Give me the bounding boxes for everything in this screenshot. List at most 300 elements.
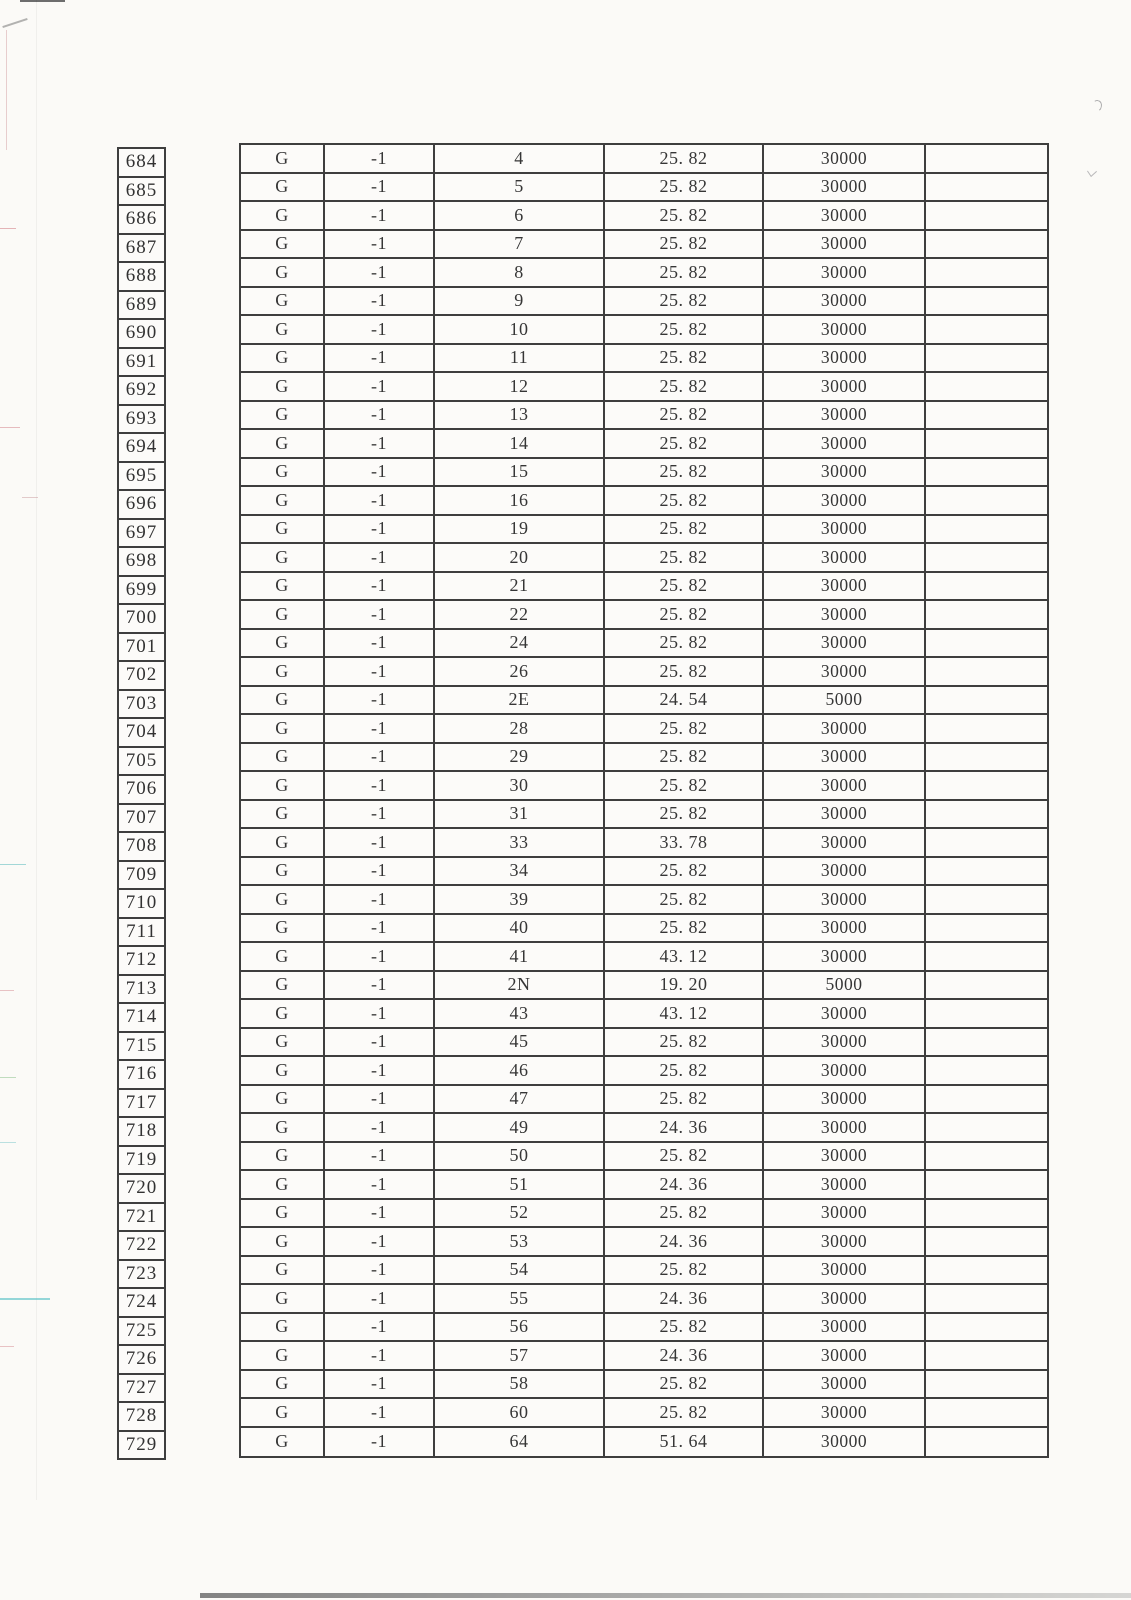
- table-cell: -1: [325, 829, 435, 856]
- data-table: [239, 143, 1049, 1458]
- table-cell: [926, 1371, 1047, 1398]
- table-cell: 40: [435, 915, 605, 942]
- table-cell: G: [241, 972, 325, 999]
- table-cell: 30000: [764, 174, 926, 201]
- row-number-cell: 689: [117, 290, 166, 321]
- table-cell: 25. 82: [605, 1057, 764, 1084]
- table-cell: 25. 82: [605, 658, 764, 685]
- row-number-cell: 712: [117, 945, 166, 976]
- table-cell: 43: [435, 1000, 605, 1027]
- table-cell: [926, 231, 1047, 258]
- table-cell: G: [241, 1114, 325, 1141]
- table-cell: 55: [435, 1285, 605, 1312]
- table-row: [241, 658, 1047, 687]
- table-cell: [926, 1029, 1047, 1056]
- table-cell: 30000: [764, 430, 926, 457]
- table-cell: [926, 1314, 1047, 1341]
- row-number-cell: 701: [117, 632, 166, 663]
- table-cell: 2E: [435, 687, 605, 714]
- table-row: [241, 430, 1047, 459]
- table-cell: [926, 744, 1047, 771]
- table-cell: 25. 82: [605, 487, 764, 514]
- table-cell: G: [241, 1371, 325, 1398]
- table-cell: 30000: [764, 1057, 926, 1084]
- table-cell: 64: [435, 1428, 605, 1457]
- table-cell: G: [241, 601, 325, 628]
- scan-artifact-pink4: [0, 990, 14, 991]
- table-cell: 30000: [764, 288, 926, 315]
- row-number-cell: 708: [117, 831, 166, 862]
- table-cell: [926, 345, 1047, 372]
- table-cell: 5: [435, 174, 605, 201]
- table-cell: [926, 1057, 1047, 1084]
- table-cell: -1: [325, 687, 435, 714]
- table-row: [241, 1399, 1047, 1428]
- table-cell: 47: [435, 1086, 605, 1113]
- table-cell: -1: [325, 174, 435, 201]
- table-cell: 56: [435, 1314, 605, 1341]
- table-cell: -1: [325, 259, 435, 286]
- table-cell: [926, 430, 1047, 457]
- table-cell: 14: [435, 430, 605, 457]
- table-cell: G: [241, 459, 325, 486]
- table-cell: G: [241, 801, 325, 828]
- scan-artifact-vline: [36, 0, 37, 1500]
- row-number-cell: 725: [117, 1316, 166, 1347]
- table-cell: [926, 373, 1047, 400]
- table-cell: 25. 82: [605, 145, 764, 172]
- row-number-cell: 692: [117, 375, 166, 406]
- table-cell: G: [241, 1428, 325, 1457]
- table-cell: -1: [325, 801, 435, 828]
- table-row: [241, 516, 1047, 545]
- table-row: [241, 1371, 1047, 1400]
- table-cell: 30000: [764, 316, 926, 343]
- row-number-cell: 685: [117, 176, 166, 207]
- table-cell: [926, 1428, 1047, 1457]
- row-number-cell: 697: [117, 518, 166, 549]
- table-row: [241, 345, 1047, 374]
- table-cell: [926, 174, 1047, 201]
- table-cell: -1: [325, 915, 435, 942]
- table-row: [241, 744, 1047, 773]
- row-number-cell: 700: [117, 603, 166, 634]
- table-cell: 25. 82: [605, 288, 764, 315]
- table-cell: [926, 943, 1047, 970]
- table-cell: 30000: [764, 1171, 926, 1198]
- table-cell: [926, 630, 1047, 657]
- table-cell: 30000: [764, 1371, 926, 1398]
- table-row: [241, 231, 1047, 260]
- table-cell: 13: [435, 402, 605, 429]
- table-cell: G: [241, 1000, 325, 1027]
- table-cell: 30000: [764, 658, 926, 685]
- table-cell: 60: [435, 1399, 605, 1426]
- table-cell: 54: [435, 1257, 605, 1284]
- table-cell: -1: [325, 886, 435, 913]
- table-cell: -1: [325, 402, 435, 429]
- table-cell: -1: [325, 1399, 435, 1426]
- table-cell: G: [241, 516, 325, 543]
- row-number-cell: 728: [117, 1401, 166, 1432]
- table-cell: 30000: [764, 858, 926, 885]
- table-cell: -1: [325, 1228, 435, 1255]
- table-cell: G: [241, 858, 325, 885]
- row-number-cell: 694: [117, 432, 166, 463]
- row-number-cell: 719: [117, 1145, 166, 1176]
- table-row: [241, 801, 1047, 830]
- row-number-cell: 720: [117, 1173, 166, 1204]
- table-cell: -1: [325, 1057, 435, 1084]
- table-cell: [926, 402, 1047, 429]
- table-row: [241, 573, 1047, 602]
- table-cell: 30000: [764, 459, 926, 486]
- table-cell: G: [241, 1285, 325, 1312]
- row-number-cell: 717: [117, 1088, 166, 1119]
- scan-artifact-pink3: [22, 497, 38, 498]
- table-cell: G: [241, 886, 325, 913]
- table-cell: [926, 316, 1047, 343]
- table-cell: -1: [325, 231, 435, 258]
- table-cell: 25. 82: [605, 202, 764, 229]
- scan-artifact-pink2: [0, 427, 20, 428]
- table-cell: -1: [325, 772, 435, 799]
- table-cell: G: [241, 174, 325, 201]
- table-cell: 19. 20: [605, 972, 764, 999]
- table-cell: -1: [325, 373, 435, 400]
- table-cell: -1: [325, 1257, 435, 1284]
- table-cell: G: [241, 687, 325, 714]
- table-cell: -1: [325, 202, 435, 229]
- table-cell: 25. 82: [605, 573, 764, 600]
- table-cell: 24. 36: [605, 1285, 764, 1312]
- table-cell: -1: [325, 430, 435, 457]
- table-cell: 30000: [764, 772, 926, 799]
- table-cell: 22: [435, 601, 605, 628]
- table-cell: 25. 82: [605, 259, 764, 286]
- table-cell: 25. 82: [605, 886, 764, 913]
- table-cell: 58: [435, 1371, 605, 1398]
- table-cell: 16: [435, 487, 605, 514]
- table-cell: -1: [325, 972, 435, 999]
- table-cell: 25. 82: [605, 630, 764, 657]
- row-number-column: [117, 147, 166, 1460]
- table-cell: 8: [435, 259, 605, 286]
- table-cell: G: [241, 1314, 325, 1341]
- table-cell: 25. 82: [605, 544, 764, 571]
- table-cell: 33. 78: [605, 829, 764, 856]
- table-cell: 28: [435, 715, 605, 742]
- table-cell: 30000: [764, 1114, 926, 1141]
- table-cell: 46: [435, 1057, 605, 1084]
- table-cell: G: [241, 1200, 325, 1227]
- scan-artifact-cyan3: [0, 1298, 50, 1300]
- table-cell: 25. 82: [605, 345, 764, 372]
- table-cell: -1: [325, 1285, 435, 1312]
- table-cell: 30000: [764, 1314, 926, 1341]
- table-cell: [926, 687, 1047, 714]
- row-number-cell: 695: [117, 461, 166, 492]
- table-cell: [926, 1000, 1047, 1027]
- table-row: [241, 373, 1047, 402]
- scan-artifact-green1: [0, 1077, 16, 1078]
- scan-artifact-cyan1: [0, 864, 26, 865]
- table-cell: 49: [435, 1114, 605, 1141]
- table-cell: G: [241, 373, 325, 400]
- table-cell: -1: [325, 544, 435, 571]
- row-number-cell: 727: [117, 1373, 166, 1404]
- table-row: [241, 1114, 1047, 1143]
- table-cell: 30000: [764, 231, 926, 258]
- table-row: [241, 1200, 1047, 1229]
- table-cell: G: [241, 316, 325, 343]
- table-cell: [926, 1257, 1047, 1284]
- row-number-cell: 709: [117, 860, 166, 891]
- table-cell: [926, 288, 1047, 315]
- table-row: [241, 174, 1047, 203]
- scan-speck-squiggle: [1091, 99, 1103, 112]
- table-cell: 43. 12: [605, 943, 764, 970]
- table-cell: 30000: [764, 1342, 926, 1369]
- table-cell: 30000: [764, 1029, 926, 1056]
- table-cell: 53: [435, 1228, 605, 1255]
- table-cell: 30000: [764, 801, 926, 828]
- table-cell: G: [241, 1171, 325, 1198]
- table-cell: 24. 36: [605, 1171, 764, 1198]
- table-cell: -1: [325, 1342, 435, 1369]
- table-cell: G: [241, 544, 325, 571]
- table-cell: 51. 64: [605, 1428, 764, 1457]
- table-cell: 25. 82: [605, 601, 764, 628]
- table-row: [241, 1314, 1047, 1343]
- table-row: [241, 1086, 1047, 1115]
- table-row: [241, 402, 1047, 431]
- table-cell: 30000: [764, 1399, 926, 1426]
- row-number-cell: 693: [117, 404, 166, 435]
- table-cell: -1: [325, 858, 435, 885]
- table-cell: 25. 82: [605, 1086, 764, 1113]
- table-cell: 29: [435, 744, 605, 771]
- row-number-cell: 684: [117, 147, 166, 178]
- table-cell: 25. 82: [605, 430, 764, 457]
- table-cell: [926, 1143, 1047, 1170]
- row-number-cell: 721: [117, 1202, 166, 1233]
- table-cell: -1: [325, 1086, 435, 1113]
- table-cell: [926, 544, 1047, 571]
- table-cell: 25. 82: [605, 1200, 764, 1227]
- table-cell: 30000: [764, 1143, 926, 1170]
- table-cell: 5000: [764, 687, 926, 714]
- row-number-cell: 696: [117, 489, 166, 520]
- table-cell: -1: [325, 1114, 435, 1141]
- table-row: [241, 687, 1047, 716]
- table-cell: 30000: [764, 1285, 926, 1312]
- table-cell: G: [241, 573, 325, 600]
- row-number-cell: 704: [117, 717, 166, 748]
- table-row: [241, 772, 1047, 801]
- table-cell: 43. 12: [605, 1000, 764, 1027]
- table-row: [241, 1428, 1047, 1457]
- table-cell: 30000: [764, 829, 926, 856]
- table-cell: 45: [435, 1029, 605, 1056]
- table-cell: 30000: [764, 886, 926, 913]
- scan-artifact-pink1: [0, 228, 16, 229]
- table-cell: G: [241, 1143, 325, 1170]
- table-cell: [926, 915, 1047, 942]
- table-cell: G: [241, 1029, 325, 1056]
- table-cell: 51: [435, 1171, 605, 1198]
- table-row: [241, 1000, 1047, 1029]
- table-cell: 50: [435, 1143, 605, 1170]
- table-cell: 57: [435, 1342, 605, 1369]
- table-cell: 25. 82: [605, 373, 764, 400]
- scan-artifact-topline: [20, 0, 65, 2]
- table-cell: 30000: [764, 601, 926, 628]
- table-cell: 25. 82: [605, 516, 764, 543]
- table-cell: [926, 1086, 1047, 1113]
- table-cell: 25. 82: [605, 915, 764, 942]
- row-number-cell: 698: [117, 546, 166, 577]
- scan-artifact-topspeck: [2, 18, 27, 28]
- row-number-cell: 699: [117, 575, 166, 606]
- table-cell: 41: [435, 943, 605, 970]
- table-cell: 25. 82: [605, 1143, 764, 1170]
- row-number-cell: 716: [117, 1059, 166, 1090]
- table-cell: -1: [325, 316, 435, 343]
- table-cell: 24. 36: [605, 1114, 764, 1141]
- table-row: [241, 1228, 1047, 1257]
- table-cell: 21: [435, 573, 605, 600]
- table-cell: [926, 145, 1047, 172]
- table-cell: -1: [325, 516, 435, 543]
- row-number-cell: 710: [117, 888, 166, 919]
- table-cell: 25. 82: [605, 231, 764, 258]
- row-number-cell: 703: [117, 689, 166, 720]
- table-cell: [926, 886, 1047, 913]
- table-cell: 30000: [764, 259, 926, 286]
- table-cell: 25. 82: [605, 1371, 764, 1398]
- table-cell: G: [241, 1086, 325, 1113]
- table-cell: -1: [325, 487, 435, 514]
- table-row: [241, 829, 1047, 858]
- table-cell: [926, 259, 1047, 286]
- table-cell: 52: [435, 1200, 605, 1227]
- table-cell: -1: [325, 345, 435, 372]
- table-cell: -1: [325, 1143, 435, 1170]
- row-number-cell: 702: [117, 660, 166, 691]
- table-row: [241, 544, 1047, 573]
- table-cell: [926, 573, 1047, 600]
- row-number-cell: 724: [117, 1287, 166, 1318]
- table-cell: G: [241, 1257, 325, 1284]
- table-cell: 30000: [764, 544, 926, 571]
- table-row: [241, 915, 1047, 944]
- table-cell: 25. 82: [605, 1029, 764, 1056]
- table-cell: 5000: [764, 972, 926, 999]
- table-cell: [926, 829, 1047, 856]
- table-cell: 25. 82: [605, 402, 764, 429]
- table-cell: G: [241, 658, 325, 685]
- table-cell: [926, 1114, 1047, 1141]
- table-cell: 30000: [764, 1257, 926, 1284]
- row-number-cell: 722: [117, 1230, 166, 1261]
- table-cell: 30000: [764, 516, 926, 543]
- table-cell: 25. 82: [605, 772, 764, 799]
- table-row: [241, 630, 1047, 659]
- table-cell: 9: [435, 288, 605, 315]
- table-cell: [926, 1285, 1047, 1312]
- table-cell: 30000: [764, 915, 926, 942]
- table-cell: G: [241, 744, 325, 771]
- row-number-cell: 711: [117, 917, 166, 948]
- table-cell: G: [241, 345, 325, 372]
- row-number-cell: 726: [117, 1344, 166, 1375]
- table-cell: G: [241, 231, 325, 258]
- table-row: [241, 943, 1047, 972]
- table-row: [241, 259, 1047, 288]
- table-cell: -1: [325, 1171, 435, 1198]
- table-cell: 24: [435, 630, 605, 657]
- table-cell: 30000: [764, 487, 926, 514]
- table-cell: -1: [325, 145, 435, 172]
- table-cell: 30000: [764, 145, 926, 172]
- table-cell: 25. 82: [605, 174, 764, 201]
- table-cell: G: [241, 915, 325, 942]
- scan-speck-check: [1087, 166, 1097, 177]
- table-cell: 31: [435, 801, 605, 828]
- table-row: [241, 972, 1047, 1001]
- row-number-cell: 715: [117, 1031, 166, 1062]
- table-cell: -1: [325, 1314, 435, 1341]
- scan-artifact-pink5: [0, 1346, 14, 1347]
- table-cell: [926, 601, 1047, 628]
- table-cell: G: [241, 402, 325, 429]
- table-cell: G: [241, 145, 325, 172]
- scan-artifact-cyan2: [0, 1142, 16, 1143]
- table-cell: 12: [435, 373, 605, 400]
- table-cell: G: [241, 1228, 325, 1255]
- table-cell: G: [241, 430, 325, 457]
- row-number-cell: 707: [117, 803, 166, 834]
- table-cell: -1: [325, 601, 435, 628]
- row-number-cell: 718: [117, 1116, 166, 1147]
- table-cell: 20: [435, 544, 605, 571]
- row-number-cell: 723: [117, 1259, 166, 1290]
- table-cell: 30000: [764, 744, 926, 771]
- table-cell: 7: [435, 231, 605, 258]
- table-cell: G: [241, 943, 325, 970]
- table-cell: [926, 202, 1047, 229]
- table-cell: -1: [325, 1000, 435, 1027]
- table-row: [241, 886, 1047, 915]
- table-row: [241, 288, 1047, 317]
- table-cell: 30000: [764, 402, 926, 429]
- table-cell: [926, 459, 1047, 486]
- table-cell: 24. 36: [605, 1342, 764, 1369]
- table-cell: 4: [435, 145, 605, 172]
- table-cell: G: [241, 1399, 325, 1426]
- table-cell: G: [241, 288, 325, 315]
- table-cell: -1: [325, 1029, 435, 1056]
- table-cell: 30000: [764, 943, 926, 970]
- table-cell: [926, 801, 1047, 828]
- table-row: [241, 715, 1047, 744]
- table-cell: G: [241, 772, 325, 799]
- scan-artifact-vline2: [6, 30, 7, 150]
- row-number-cell: 729: [117, 1430, 166, 1461]
- table-row: [241, 601, 1047, 630]
- table-cell: 39: [435, 886, 605, 913]
